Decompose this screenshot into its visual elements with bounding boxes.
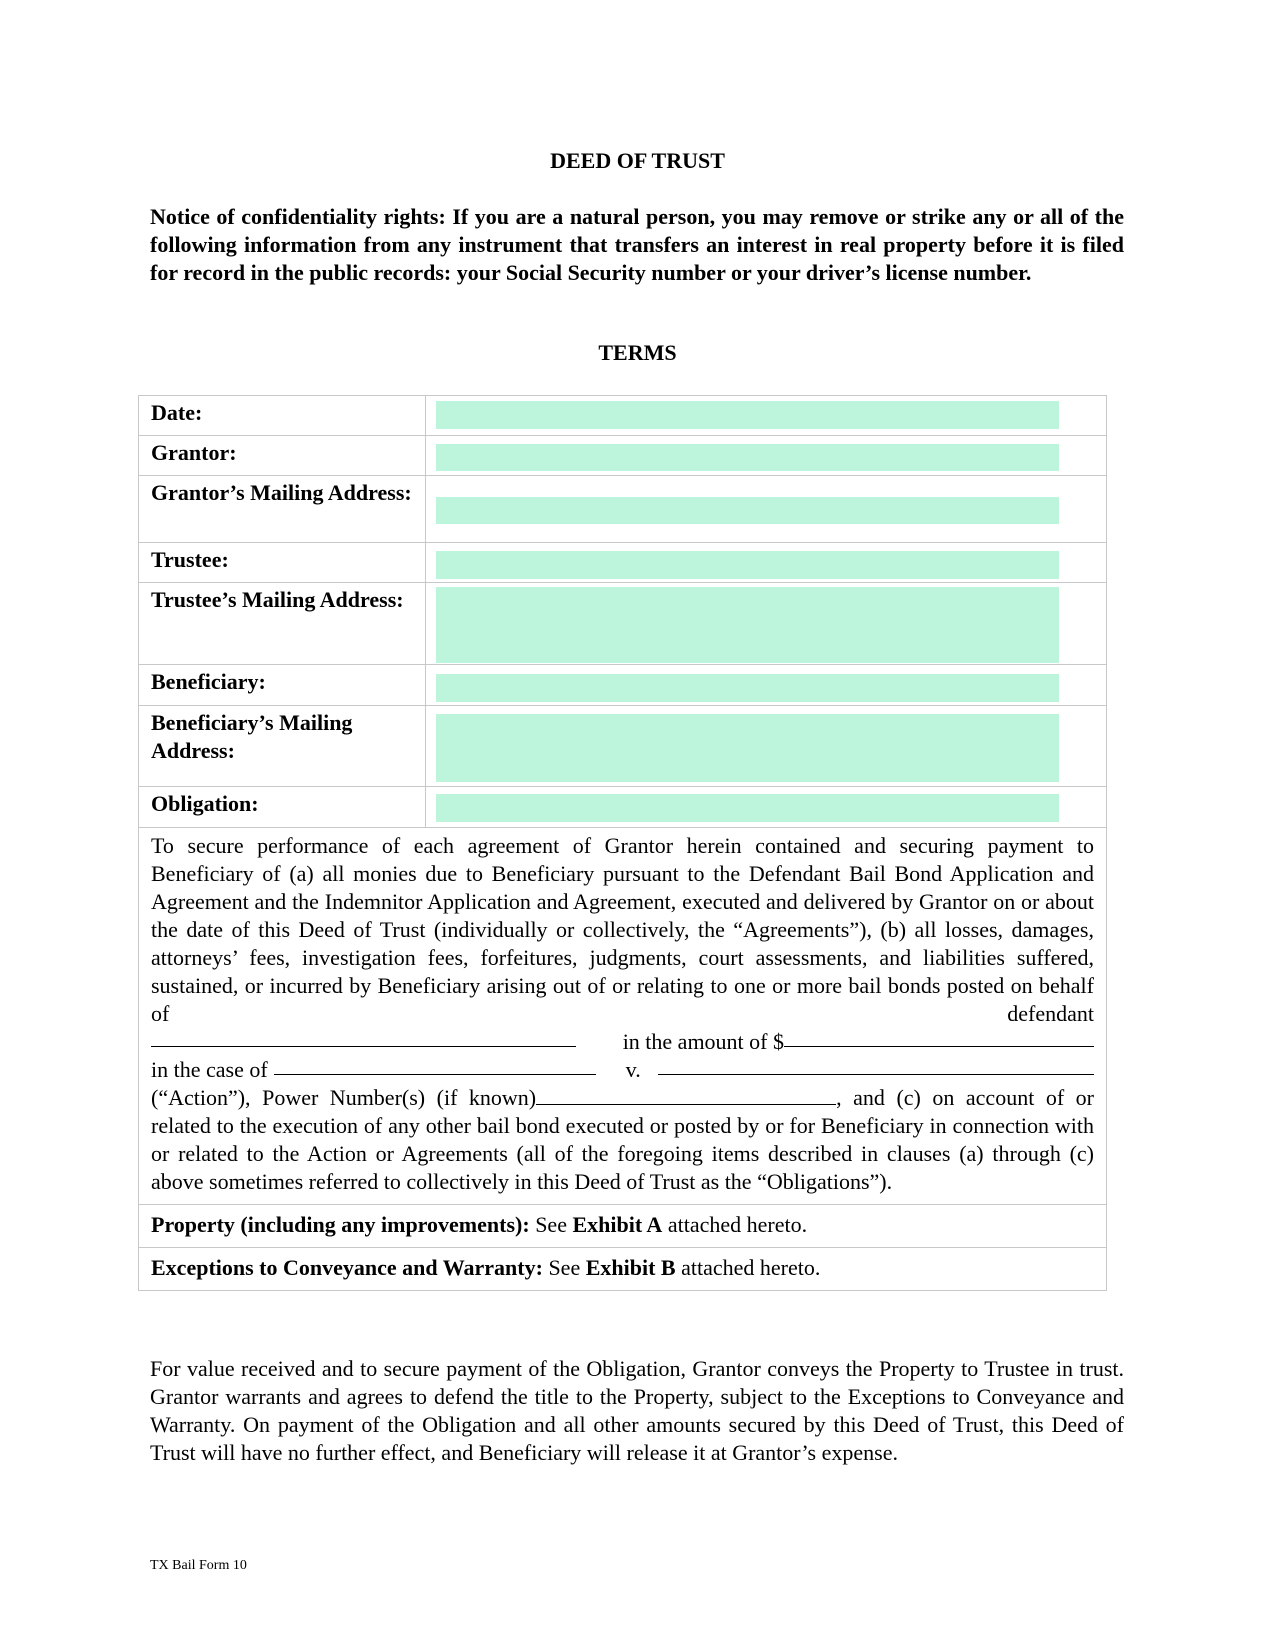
terms-row-trustee [139, 543, 1107, 583]
date-field[interactable] [436, 401, 1059, 429]
property-see: See [535, 1212, 567, 1237]
terms-row-grantor [139, 436, 1107, 476]
trustee-address-field[interactable] [436, 587, 1059, 663]
property-exhibit: Exhibit A [572, 1212, 663, 1237]
terms-table [138, 395, 1107, 1291]
grantor-address-label: Grantor’s Mailing Address: [139, 476, 426, 543]
trustee-field[interactable] [436, 551, 1059, 579]
obligation-text-part2: , and (c) on account of or related to the execution of any other bail bond executed or posted by or for Beneficiary in connection with or related to the Action or Agreements (all of the foregoing items described in clauses (a) through (c) above sometimes referred to collectively in this Deed of Trust as the “Obligations”). [151, 1085, 1094, 1194]
case-defendant-blank[interactable] [658, 1056, 1094, 1075]
defendant-name-blank[interactable] [151, 1028, 576, 1047]
beneficiary-label: Beneficiary: [139, 665, 426, 706]
case-prefix: in the case of [151, 1057, 268, 1082]
grantor-address-field[interactable] [436, 497, 1059, 524]
terms-row-exceptions [139, 1248, 1107, 1291]
beneficiary-address-label: Beneficiary’s Mailing Address: [139, 706, 426, 787]
grantor-label: Grantor: [139, 436, 426, 476]
exceptions-see: See [548, 1255, 581, 1280]
property-label: Property (including any improvements): [151, 1212, 530, 1237]
terms-row-grantor-address [139, 476, 1107, 543]
exceptions-exhibit: Exhibit B [585, 1255, 676, 1280]
property-rest: attached hereto. [667, 1212, 808, 1237]
case-plaintiff-blank[interactable] [274, 1056, 596, 1075]
closing-paragraph: For value received and to secure payment of the Obligation, Grantor conveys the Property to Trustee in trust. Grantor warrants and agrees to defend the title to the Property, subject to the Exceptions to Conveyance and Warranty. On payment of the Obligation and all other amounts secured by this Deed of Trust, this Deed of Trust will have no further effect, and Beneficiary will release it at Grantor’s expense. [150, 1356, 1124, 1465]
date-label: Date: [139, 396, 426, 436]
terms-row-trustee-address [139, 583, 1107, 665]
beneficiary-address-field[interactable] [436, 714, 1059, 782]
exceptions-label: Exceptions to Conveyance and Warranty: [151, 1255, 543, 1280]
footer-form-id: TX Bail Form 10 [150, 1558, 247, 1573]
beneficiary-field[interactable] [436, 674, 1059, 702]
trustee-address-label: Trustee’s Mailing Address: [139, 583, 426, 665]
terms-row-beneficiary [139, 665, 1107, 706]
terms-row-obligation-text [139, 828, 1107, 1205]
document-title: DEED OF TRUST [550, 148, 725, 173]
obligation-description [139, 828, 1107, 1205]
terms-row-property [139, 1205, 1107, 1248]
obligation-label: Obligation: [139, 787, 426, 828]
obligation-text-part1: To secure performance of each agreement of Grantor herein contained and securing payment to Beneficiary of (a) all monies due to Beneficiary pursuant to the Defendant Bail Bond Application and Agreement and the Indemnitor Application and Agreement, executed and delivered by Grantor on or about the date of this Deed of Trust (individually or collectively, the “Agreements”), (b) all losses, damages, attorneys’ fees, investigation fees, forfeitures, judgments, court assessments, and liabilities suffered, sustained, or incurred by Beneficiary arising out of or relating to one or more bail bonds posted on behalf of defendant [151, 833, 1094, 1026]
obligation-field[interactable] [436, 794, 1059, 822]
exceptions-rest: attached hereto. [681, 1255, 821, 1280]
power-number-blank[interactable] [536, 1086, 836, 1105]
terms-row-obligation [139, 787, 1107, 828]
amount-prefix: in the amount of $ [622, 1029, 784, 1054]
trustee-label: Trustee: [139, 543, 426, 583]
action-prefix: (“Action”), Power Number(s) (if known) [151, 1085, 537, 1110]
grantor-field[interactable] [436, 444, 1059, 471]
confidentiality-notice: Notice of confidentiality rights: If you are a natural person, you may remove or strike any or all of the following information from any instrument that transfers an interest in real property before it is filed for record in the public records: your Social Security number or your driver’s license number. [150, 204, 1124, 285]
terms-heading: TERMS [598, 340, 677, 365]
versus-text: v. [625, 1057, 641, 1082]
terms-row-beneficiary-address [139, 706, 1107, 787]
terms-row-date [139, 396, 1107, 436]
amount-blank[interactable] [784, 1028, 1094, 1047]
